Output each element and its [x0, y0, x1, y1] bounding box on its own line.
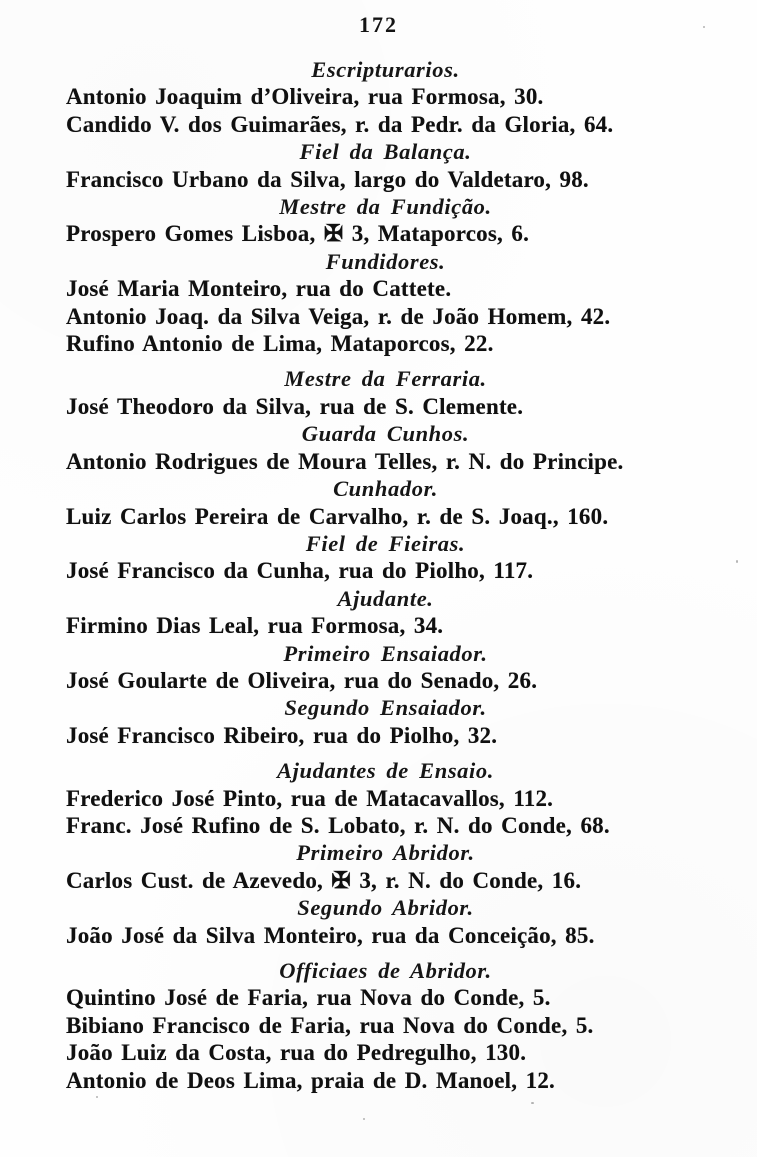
section-heading: Fiel da Balança.: [299, 139, 472, 165]
directory-entry: Antonio de Deos Lima, praia de D. Manoel, 12.: [66, 1067, 555, 1093]
scan-speck: [736, 560, 738, 563]
directory-entry: Candido V. dos Guimarães, r. da Pedr. da Gloria, 64.: [66, 111, 614, 137]
directory-entry: José Francisco da Cunha, rua do Piolho, 117.: [66, 558, 534, 584]
section-heading: Mestre da Ferraria.: [284, 366, 487, 392]
directory-section: [66, 420, 705, 475]
directory-section: [66, 757, 705, 839]
directory-entry: Rufino Antonio de Lima, Mataporcos, 22.: [66, 331, 494, 357]
directory-entry: Antonio Joaquim d’Oliveira, rua Formosa, 30.: [66, 84, 544, 110]
section-heading: Segundo Abridor.: [297, 895, 474, 921]
directory-list: [0, 56, 757, 1094]
scan-speck: [703, 26, 705, 28]
directory-section: [66, 894, 705, 949]
section-heading: Ajudantes de Ensaio.: [277, 758, 494, 784]
section-heading: Escripturarios.: [311, 57, 460, 82]
directory-section: [66, 839, 705, 894]
section-heading: Primeiro Ensaiador.: [283, 640, 488, 666]
directory-section: [66, 475, 705, 530]
directory-section: [66, 585, 705, 640]
directory-entry: Prospero Gomes Lisboa, ✠ 3, Mataporcos, 6.: [66, 221, 530, 247]
section-heading: Segundo Ensaiador.: [284, 695, 487, 721]
directory-entry: José Francisco Ribeiro, rua do Piolho, 32.: [66, 722, 498, 748]
directory-section: [66, 138, 705, 193]
scan-speck: [363, 1118, 365, 1120]
directory-entry: José Theodoro da Silva, rua de S. Clemente.: [66, 393, 524, 419]
directory-entry: Franc. José Rufino de S. Lobato, r. N. do Conde, 68.: [66, 812, 610, 838]
directory-entry: João Luiz da Costa, rua do Pedregulho, 130.: [66, 1040, 527, 1066]
section-heading: Primeiro Abridor.: [296, 840, 475, 866]
scan-speck: [531, 1102, 534, 1104]
section-heading: Officiaes de Abridor.: [279, 958, 492, 983]
directory-entry: João José da Silva Monteiro, rua da Conceição, 85.: [66, 922, 595, 948]
directory-section: [66, 957, 705, 1094]
section-heading: Fundidores.: [325, 248, 446, 274]
directory-entry: Quintino José de Faria, rua Nova do Conde, 5.: [66, 985, 551, 1011]
directory-section: [66, 248, 705, 358]
section-heading: Cunhador.: [333, 476, 438, 502]
directory-section: [66, 640, 705, 695]
directory-section: [66, 530, 705, 585]
directory-entry: Bibiano Francisco de Faria, rua Nova do Conde, 5.: [66, 1012, 594, 1038]
section-heading: Guarda Cunhos.: [301, 421, 470, 447]
section-heading: Ajudante.: [337, 585, 434, 611]
directory-entry: Firmino Dias Leal, rua Formosa, 34.: [66, 613, 444, 639]
directory-section: [66, 193, 705, 248]
section-heading: Mestre da Fundição.: [279, 194, 492, 220]
directory-entry: José Maria Monteiro, rua do Cattete.: [66, 276, 452, 302]
directory-entry: Francisco Urbano da Silva, largo do Valdetaro, 98.: [66, 166, 589, 192]
scan-speck: [96, 1096, 98, 1098]
directory-entry: Antonio Joaq. da Silva Veiga, r. de João Homem, 42.: [66, 303, 611, 329]
directory-entry: Luiz Carlos Pereira de Carvalho, r. de S. Joaq., 160.: [66, 503, 609, 529]
directory-entry: José Goularte de Oliveira, rua do Senado, 26.: [66, 667, 538, 693]
directory-entry: Frederico José Pinto, rua de Matacavallos, 112.: [66, 785, 554, 811]
directory-section: [66, 365, 705, 420]
page-number: 172: [359, 12, 398, 37]
directory-entry: Carlos Cust. de Azevedo, ✠ 3, r. N. do Conde, 16.: [66, 867, 582, 893]
directory-section: [66, 694, 705, 749]
directory-section: [66, 56, 705, 138]
directory-entry: Antonio Rodrigues de Moura Telles, r. N. do Principe.: [66, 448, 624, 474]
section-heading: Fiel de Fieiras.: [305, 530, 466, 556]
